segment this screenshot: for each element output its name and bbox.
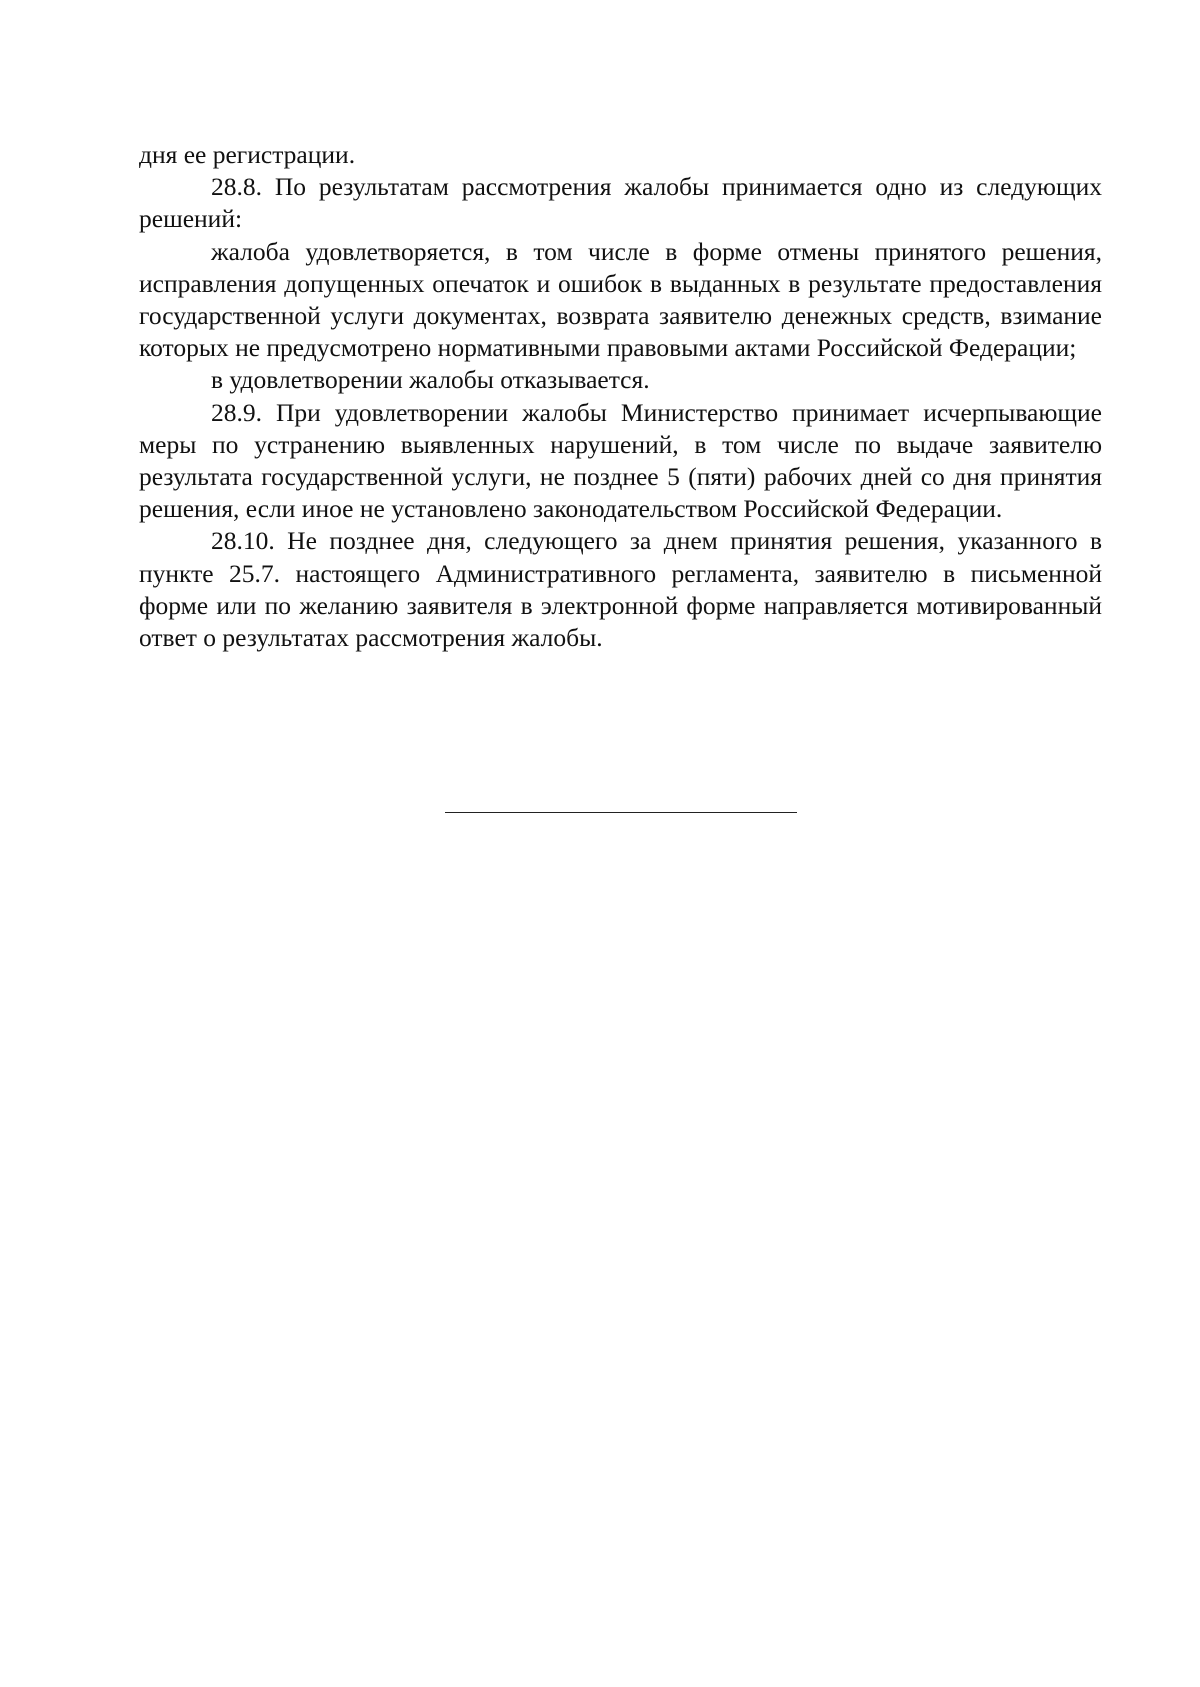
- paragraph-28-8: 28.8. По результатам рассмотрения жалобы принимается одно из следующих решений:: [139, 172, 1102, 234]
- paragraph-continuation: дня ее регистрации.: [139, 140, 356, 169]
- paragraph-complaint-rejected: в удовлетворении жалобы отказывается.: [211, 365, 650, 395]
- document-body: [139, 139, 1102, 654]
- end-divider-line: [445, 812, 797, 813]
- paragraph-28-9: 28.9. При удовлетворении жалобы Министерство принимает исчерпывающие меры по устранению выявленных нарушений, в том числе по выдаче заявителю результата государственной услуги, не позднее 5 (пяти) рабочих дней со дня принятия решения, если иное не установлено законодательством Российской Федерации.: [139, 397, 1102, 524]
- paragraph-complaint-satisfied: жалоба удовлетворяется, в том числе в форме отмены принятого решения, исправления допущенных опечаток и ошибок в выданных в результате предоставления государственной услуги документах, возврата заявителю денежных средств, взимание которых не предусмотрено нормативными правовыми актами Российской Федерации;: [139, 236, 1102, 363]
- paragraph-28-10: 28.10. Не позднее дня, следующего за днем принятия решения, указанного в пункте 25.7. настоящего Административного регламента, заявителю в письменной форме или по желанию заявителя в электронной форме направляется мотивированный ответ о результатах рассмотрения жалобы.: [139, 526, 1102, 653]
